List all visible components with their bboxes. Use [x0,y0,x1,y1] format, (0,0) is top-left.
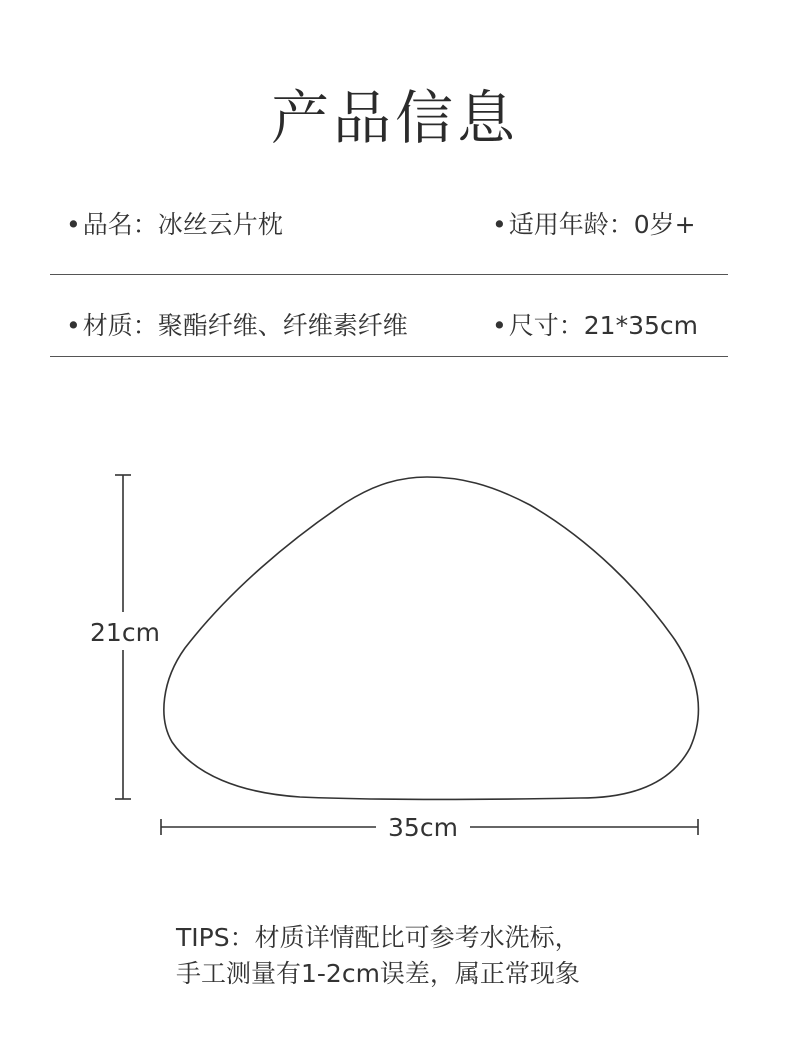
tips-note [176,920,580,992]
height-label: 21cm [90,618,160,647]
bullet: • [66,311,81,340]
spec-label: 品名： [82,210,158,239]
width-label: 35cm [388,813,458,842]
spec-product-name [66,208,283,242]
page-title: 产品信息 [270,84,519,152]
tips-line: TIPS：材质详情配比可参考水洗标， [176,923,580,952]
width-dimension [161,813,698,842]
bullet: • [492,311,507,340]
bullet: • [492,210,507,239]
divider [50,356,728,357]
spec-label: 适用年龄： [508,210,634,239]
bullet: • [66,210,81,239]
pillow-dimension-diagram [0,440,790,860]
spec-value: 聚酯纤维、纤维素纤维 [157,311,408,340]
spec-label: 尺寸： [508,311,584,340]
pillow-outline [164,477,699,799]
spec-age [492,208,696,242]
spec-material [66,309,408,343]
spec-size [492,309,698,343]
spec-value: 0岁+ [633,210,696,239]
tips-line: 手工测量有1-2cm误差，属正常现象 [176,959,580,988]
spec-value: 冰丝云片枕 [157,210,283,239]
height-dimension [90,475,160,799]
divider [50,274,728,275]
spec-value: 21*35cm [583,311,698,340]
spec-label: 材质： [82,311,158,340]
